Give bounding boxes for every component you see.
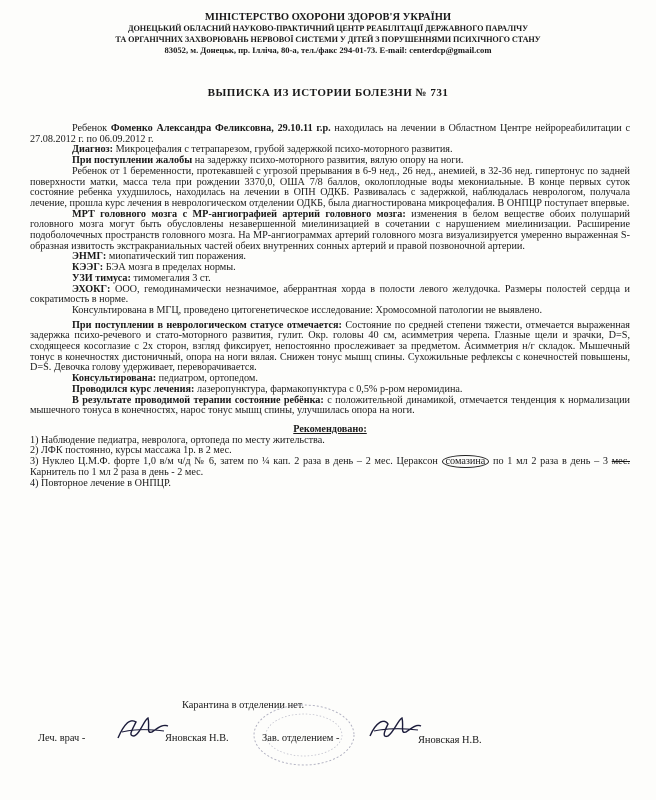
status-paragraph: При поступлении в неврологическом статусе отмечается: Состояние по средней степени тяжести, отмечается выраженная задержка психо-речевого и стато-моторного развития, гулит. Окр. головы 40 см, асимметрия черепа. Глазные щели и зрачки, D=S, сходящееся косоглазие с 2х сторон, взгляд фиксирует, непостоянно прослеживает за предметом. Асимметрия н/г складок. Мышечный тонус в конечностях дистоничный, опора на ноги вялая. Снижен тонус мышц спины. Сухожильные рефлексы с конечностей повышены, D=S. Девочка голову удерживает, переворачивается. (30, 319, 630, 374)
head-name: Яновская Н.В. (418, 735, 482, 746)
patient-name: Фоменко Александра Феликсовна, 29.10.11 г.р. (110, 123, 331, 134)
mgc-paragraph: Консультирована в МГЦ, проведено цитогенетическое исследование: Хромосомной патологии не выявлено. (72, 304, 543, 316)
complaints-paragraph: При поступлении жалобы на задержку психо-моторного развития, вялую опору на ноги. (72, 155, 464, 167)
status-label: При поступлении в неврологическом статусе отмечается: (72, 319, 342, 331)
complaints-label: При поступлении жалобы (72, 155, 193, 167)
center-name-line-2: ТА ОРГАНІЧНИХ ЗАХВОРЮВАНЬ НЕРВОВОЇ СИСТЕМИ У ДІТЕЙ З ПОРУШЕННЯМИ ПСИХІЧНОГО СТАНУ (115, 35, 541, 44)
struck-out-text: мес. (611, 456, 630, 468)
letterhead (0, 12, 656, 56)
doctor-signature-icon (114, 712, 172, 746)
head-signature-icon (366, 712, 424, 746)
result-paragraph: В результате проводимой терапии состояние ребёнка: с положительной динамикой, отмечается тенденция к нормализации мышечного тонуса в конечностях, нарос тонус мышц спины, улучшилась опора на ноги. (30, 394, 630, 417)
enmg-label: ЭНМГ: (72, 251, 107, 263)
echo-label: ЭХОКГ: (72, 283, 111, 295)
doctor-name: Яновская Н.В. (165, 733, 229, 744)
consulted-label: Консультирована: (72, 373, 157, 385)
enmg-paragraph: ЭНМГ: миопатический тип поражения. (72, 251, 246, 263)
recommendation-2: 2) ЛФК постоянно, курсы массажа 1р. в 2 мес. (30, 445, 232, 457)
signature-block (0, 700, 656, 770)
uzi-paragraph: УЗИ тимуса: тимомегалия 3 ст. (72, 272, 211, 284)
patient-paragraph: Ребенок Фоменко Александра Феликсовна, 29.10.11 г.р. находилась на лечении в Областном Центре нейрореабилитации с 27.08.2012 г. по 06.09.2012 г. (30, 123, 631, 145)
diagnosis-paragraph: Диагноз: Микроцефалия с тетрапарезом, грубой задержкой психо-моторного развития. (72, 144, 453, 156)
treatment-label: Проводился курс лечения: (72, 383, 195, 395)
recommendations-title: Рекомендовано: (293, 423, 367, 435)
mri-paragraph: МРТ головного мозга с МР-ангиографией артерий головного мозга: изменения в белом веществе обоих полушарий головного мозга могут быть обусловлены незавершенной миелинизацией в сочетании с нарушением миелинизации. Расширение подоболочечных пространств головного мозга. На МР-ангиограммах артерий головного мозга визуализируется умеренно выраженная S-образная извитость экстракраниальных частей обеих внутренних сонных артерий и правой позвоночной артерии. (30, 208, 630, 252)
head-label: Зав. отделением - (262, 733, 340, 744)
doctor-label: Леч. врач - (38, 733, 86, 744)
recommendation-4: 4) Повторное лечение в ОНПЦР. (30, 477, 171, 489)
diagnosis-label: Диагноз: (72, 144, 114, 156)
mri-label: МРТ головного мозга с МР-ангиографией артерий головного мозга: (72, 208, 406, 220)
recommendation-3: 3) Нуклео Ц.М.Ф. форте 1,0 в/м ч/д № 6, затем по ¼ кап. 2 раза в день – 2 мес. Цераксон сомазина по 1 мл 2 раза в день – 3 мес. Карнитель по 1 мл 2 раза в день - 2 мес. (30, 456, 630, 478)
keeg-paragraph: КЭЭГ: БЭА мозга в пределах нормы. (72, 262, 236, 274)
document-body (30, 124, 630, 489)
keeg-label: КЭЭГ: (72, 262, 104, 274)
center-address: 83052, м. Донецьк, пр. Ілліча, 80-а, тел./факс 294-01-73. E-mail: centerdcp@gmail.com (164, 45, 492, 55)
recommendation-1: 1) Наблюдение педиатра, невролога, ортопеда по месту жительства. (30, 434, 325, 446)
history-paragraph: Ребенок от 1 беременности, протекавшей с угрозой прерывания в 6-9 нед., 26 нед., анемией, в 32-36 нед. гипертонус по задней поверхности матки, масса тела при рождении 3370,0, ОША 7/8 баллов, околоплодные воды мекониальные. В конце первых суток состояние ребенка ухудшилось, находилась на лечении в ОПН ОДКБ. Развивалась с задержкой, наблюдалась неврологом, получала лечение, прошла курс лечения в неврологическом отделении ОДКБ, была диагностирована микроцефалия. В ОНПЦР поступает впервые. (30, 165, 630, 209)
quarantine-note: Карантина в отделении нет. (182, 700, 305, 711)
echo-paragraph: ЭХОКГ: ООО, гемодинамически незначимое, аберрантная хорда в полости левого желудочка. Размеры полостей сердца и сократимость в норме. (30, 283, 630, 306)
circled-annotation: сомазина (442, 455, 490, 468)
consulted-paragraph: Консультирована: педиатром, ортопедом. (72, 373, 258, 385)
result-label: В результате проводимой терапии состояние ребёнка: (72, 394, 324, 406)
center-name-line-1: ДОНЕЦЬКИЙ ОБЛАСНИЙ НАУКОВО-ПРАКТИЧНИЙ ЦЕНТР РЕАБІЛІТАЦІЇ ДЕРЖАВНОГО ПАРАЛІЧУ (128, 24, 528, 33)
uzi-label: УЗИ тимуса: (72, 272, 131, 284)
document-title: ВЫПИСКА ИЗ ИСТОРИИ БОЛЕЗНИ № 731 (207, 87, 449, 99)
treatment-paragraph: Проводился курс лечения: лазеропунктура, фармакопунктура с 0,5% р-ром неромидина. (72, 383, 463, 395)
stamp-icon (250, 702, 358, 768)
ministry-title: МІНІСТЕРСТВО ОХОРОНИ ЗДОРОВ'Я УКРАЇНИ (204, 12, 452, 23)
